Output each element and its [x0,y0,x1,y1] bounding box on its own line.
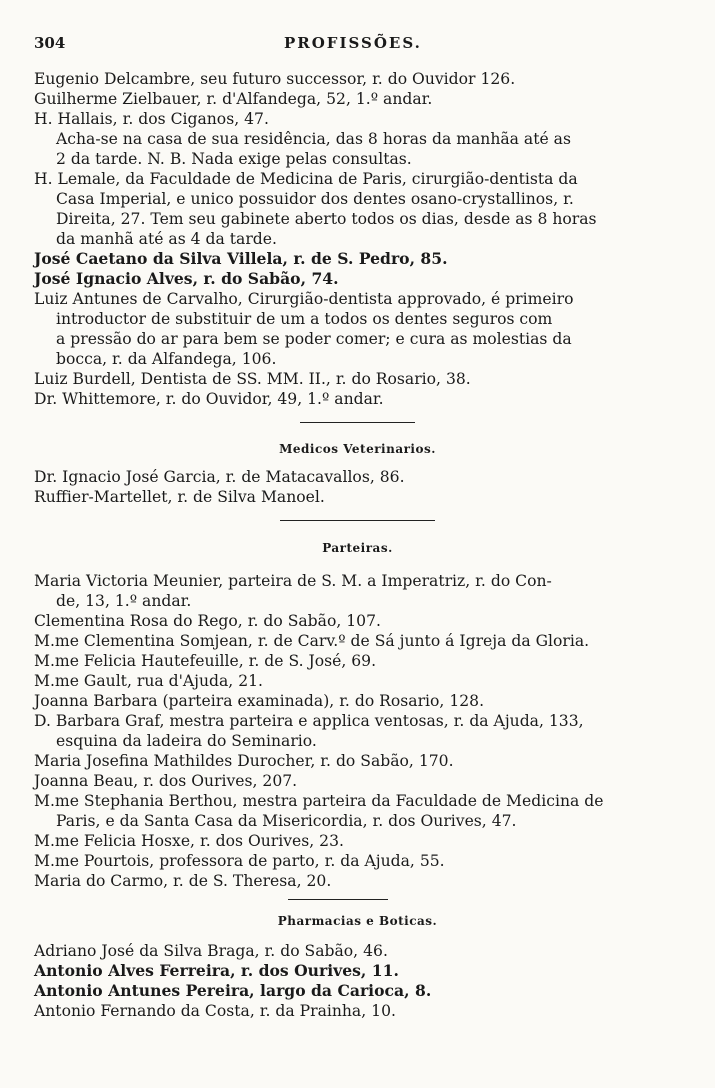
section-heading: Pharmacias e Boticas. [277,914,438,928]
entry-line: M.me Pourtois, professora de parto, r. da Ajuda, 55. [34,852,445,870]
entry-line: Guilherme Zielbauer, r. d'Alfandega, 52, 1.º andar. [34,90,433,108]
entry-line: M.me Gault, rua d'Ajuda, 21. [34,672,264,690]
page-number: 304 [34,34,66,52]
entry-line: D. Barbara Graf, mestra parteira e applica ventosas, r. da Ajuda, 133, [34,712,584,730]
entry-line: Ruffier-Martellet, r. de Silva Manoel. [34,488,325,506]
section-divider [300,422,415,423]
entry-line: Antonio Fernando da Costa, r. da Prainha, 10. [34,1002,396,1020]
entry-line: H. Lemale, da Faculdade de Medicina de Paris, cirurgião-dentista da [34,170,578,188]
section-divider [288,899,388,900]
entry-line: Casa Imperial, e unico possuidor dos dentes osano-crystallinos, r. [56,190,574,208]
entry-line: José Ignacio Alves, r. do Sabão, 74. [34,269,339,288]
entry-line: Antonio Antunes Pereira, largo da Carioca, 8. [34,981,432,1000]
entry-line: introductor de substituir de um a todos os dentes seguros com [56,310,553,328]
entry-line: Dr. Whittemore, r. do Ouvidor, 49, 1.º andar. [34,390,384,408]
entry-line: Maria Josefina Mathildes Durocher, r. do Sabão, 170. [34,752,454,770]
entry-line: Clementina Rosa do Rego, r. do Sabão, 107. [34,612,381,630]
entry-line: Maria do Carmo, r. de S. Theresa, 20. [34,872,332,890]
section-heading: Parteiras. [322,541,393,555]
entry-line: Eugenio Delcambre, seu futuro successor, r. do Ouvidor 126. [34,70,516,88]
entry-line: H. Hallais, r. dos Ciganos, 47. [34,110,269,128]
entry-line: José Caetano da Silva Villela, r. de S. Pedro, 85. [34,249,448,268]
entry-line: Joanna Beau, r. dos Ourives, 207. [34,772,298,790]
entry-line: Direita, 27. Tem seu gabinete aberto todos os dias, desde as 8 horas [56,210,597,228]
entry-line: Luiz Burdell, Dentista de SS. MM. II., r. do Rosario, 38. [34,370,471,388]
entry-line: Maria Victoria Meunier, parteira de S. M. a Imperatriz, r. do Con- [34,572,552,590]
entry-line: Joanna Barbara (parteira examinada), r. do Rosario, 128. [34,692,485,710]
entry-line: Adriano José da Silva Braga, r. do Sabão, 46. [34,942,388,960]
section-divider [280,520,435,521]
entry-line: esquina da ladeira do Seminario. [56,732,317,750]
entry-line: Antonio Alves Ferreira, r. dos Ourives, 11. [34,961,399,980]
page-header [34,34,674,56]
entry-line: de, 13, 1.º andar. [56,592,192,610]
entry-line: da manhã até as 4 da tarde. [56,230,277,248]
entry-line: 2 da tarde. N. B. Nada exige pelas consultas. [56,150,412,168]
entry-line: M.me Felicia Hosxe, r. dos Ourives, 23. [34,832,344,850]
entry-line: Luiz Antunes de Carvalho, Cirurgião-dentista approvado, é primeiro [34,290,574,308]
entry-line: M.me Clementina Somjean, r. de Carv.º de Sá junto á Igreja da Gloria. [34,632,590,650]
entry-line: bocca, r. da Alfandega, 106. [56,350,277,368]
entry-line: M.me Felicia Hautefeuille, r. de S. José, 69. [34,652,377,670]
entry-line: a pressão do ar para bem se poder comer; e cura as molestias da [56,330,572,348]
entry-line: M.me Stephania Berthou, mestra parteira da Faculdade de Medicina de [34,792,604,810]
page-title: PROFISSÕES. [284,34,422,52]
section-heading: Medicos Veterinarios. [279,442,436,456]
entry-line: Dr. Ignacio José Garcia, r. de Matacavallos, 86. [34,468,405,486]
entry-line: Acha-se na casa de sua residência, das 8 horas da manhãa até as [56,130,571,148]
entry-line: Paris, e da Santa Casa da Misericordia, r. dos Ourives, 47. [56,812,517,830]
